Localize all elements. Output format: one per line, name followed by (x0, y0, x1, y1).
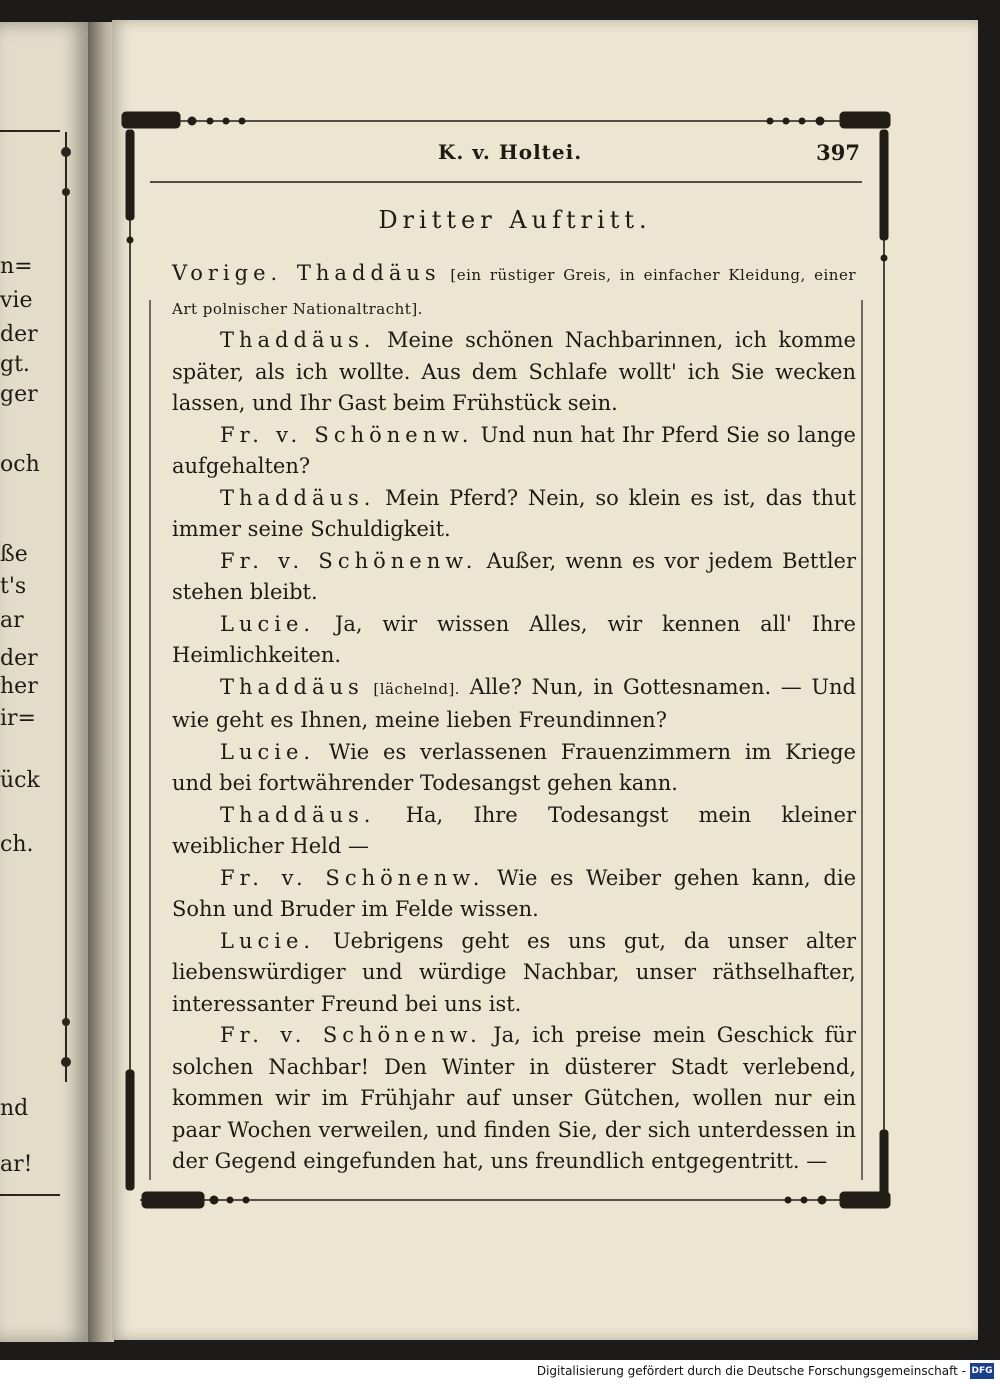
speaker-name: Thaddäus. (220, 802, 376, 827)
dialogue-paragraph (172, 672, 856, 737)
left-page-fragment: her (0, 674, 38, 699)
speaker-name: Thaddäus. (220, 485, 376, 510)
cast-direction: [ein rüstiger Greis, in einfacher Kleidung, einer Art polnischer Nationaltracht]. (172, 266, 856, 318)
left-page-fragment: ück (0, 768, 40, 793)
dialogue-paragraph (172, 420, 856, 483)
left-page-fragment: gt. (0, 352, 30, 377)
speech-text: Außer, wenn es vor jedem Bettler stehen bleibt. (172, 548, 856, 604)
left-page-fragment: der (0, 646, 38, 671)
dialogue-paragraph (172, 800, 856, 863)
dfg-logo: DFG (970, 1363, 994, 1379)
speaker-name: Thaddäus (220, 674, 364, 699)
left-page-fragment: vie (0, 288, 33, 313)
left-page-fragment: t's (0, 574, 27, 599)
speech-text: Wie es verlassenen Frauenzimmern im Kriege und bei fortwährender Todesangst gehen kann. (172, 739, 856, 795)
left-page-fragment: och (0, 452, 40, 477)
left-page-fragment: der (0, 322, 38, 347)
left-page-fragment: ch. (0, 832, 34, 857)
speech-text: Ja, wir wissen Alles, wir kennen all' Ihre Heimlichkeiten. (172, 611, 856, 667)
speaker-name: Thaddäus. (220, 328, 376, 352)
scene-title: Dritter Auftritt. (378, 206, 652, 234)
running-head: K. v. Holtei. (438, 140, 583, 164)
speech-text: Wie es Weiber gehen kann, die Sohn und Bruder im Felde wissen. (172, 865, 856, 921)
main-text (172, 258, 856, 1178)
digitization-footer (0, 1360, 1000, 1384)
digitization-note: Digitalisierung gefördert durch die Deutsche Forschungsgemeinschaft - (536, 1364, 966, 1378)
page-header (180, 138, 860, 170)
speaker-name: Lucie. (220, 611, 316, 636)
dialogue (172, 325, 856, 1178)
left-page-fragment: ger (0, 382, 38, 407)
speaker-name: Fr. v. Schönenw. (220, 865, 485, 890)
speaker-name: Fr. v. Schönenw. (220, 1023, 482, 1047)
dialogue-paragraph (172, 546, 856, 609)
speech-text: Ha, Ihre Todesangst mein kleiner weiblicher Held — (172, 802, 856, 858)
left-page-fragment: n= (0, 254, 33, 279)
dialogue-paragraph (172, 1020, 856, 1178)
speaker-name: Fr. v. Schönenw. (220, 422, 474, 447)
speech-text: Meine schönen Nachbarinnen, ich komme später, als ich wollte. Aus dem Schlafe wollt' ich Sie wecken lassen, und Ihr Gast beim Frühstück sein. (172, 328, 856, 415)
speech-text: Und nun hat Ihr Pferd Sie so lange aufgehalten? (172, 422, 856, 478)
left-page-fragment: ße (0, 542, 28, 567)
left-page-fragment: ir= (0, 706, 36, 731)
dialogue-paragraph (172, 483, 856, 546)
dialogue-paragraph (172, 737, 856, 800)
speech-text: Uebrigens geht es uns gut, da unser alter liebenswürdiger und würdige Nachbar, unser räthselhafter, interessanter Freund bei uns ist. (172, 928, 856, 1016)
cast-line (172, 258, 856, 325)
page-number: 397 (816, 140, 860, 165)
dialogue-paragraph (172, 325, 856, 420)
speech-text: Ja, ich preise mein Geschick für solchen Nachbar! Den Winter in düsterer Stadt verlebend, kommen wir im Frühjahr auf unser Gütchen, wollen nur ein paar Wochen verweilen, und finden Sie, der sich unterdessen in der Gegend eingefunden hat, uns freundlich entgegentritt. — (172, 1023, 857, 1173)
speech-text: Mein Pferd? Nein, so klein es ist, das thut immer seine Schuldigkeit. (172, 485, 856, 541)
speech-text: Alle? Nun, in Gottesnamen. — Und wie geht es Ihnen, meine lieben Freundinnen? (172, 674, 856, 732)
left-page-fragment: ar (0, 608, 24, 633)
speaker-name: Lucie. (220, 739, 316, 764)
left-page-fragment: nd (0, 1096, 29, 1121)
speaker-name: Fr. v. Schönenw. (220, 548, 478, 573)
speaker-name: Lucie. (220, 928, 316, 953)
dialogue-paragraph (172, 863, 856, 926)
cast-label: Vorige. Thaddäus (172, 261, 441, 285)
dialogue-paragraph (172, 926, 856, 1021)
left-page-fragment: ar! (0, 1152, 33, 1177)
stage-direction: [lächelnd]. (373, 679, 461, 698)
dialogue-paragraph (172, 609, 856, 672)
